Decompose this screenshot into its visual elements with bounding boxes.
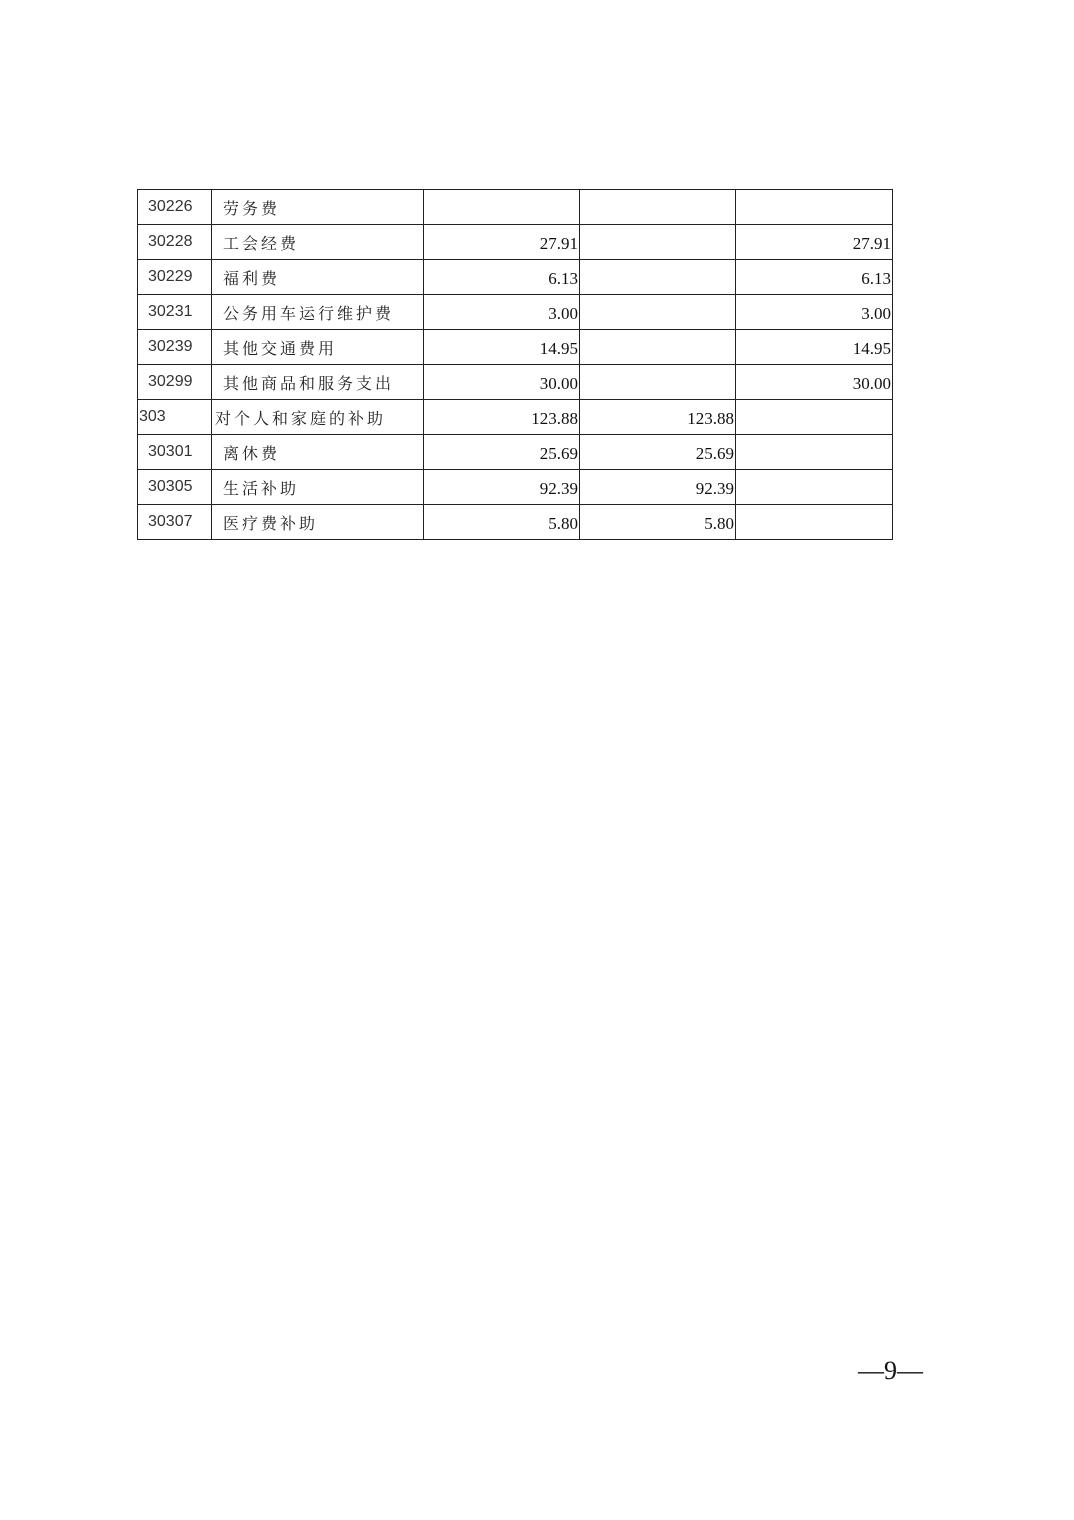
project-amount-cell: 14.95 <box>736 330 893 365</box>
total-amount-cell: 27.91 <box>424 225 580 260</box>
table-body <box>138 190 893 540</box>
subject-code-cell: 30301 <box>138 435 212 470</box>
project-amount-cell <box>736 505 893 540</box>
total-amount-cell: 30.00 <box>424 365 580 400</box>
table-row <box>138 435 893 470</box>
total-amount-cell: 5.80 <box>424 505 580 540</box>
basic-amount-cell <box>580 295 736 330</box>
total-amount-cell: 3.00 <box>424 295 580 330</box>
basic-amount-cell <box>580 260 736 295</box>
basic-amount-cell: 5.80 <box>580 505 736 540</box>
budget-expenditure-table <box>137 189 893 540</box>
basic-amount-cell <box>580 330 736 365</box>
subject-code-cell: 30299 <box>138 365 212 400</box>
subject-code-cell: 30239 <box>138 330 212 365</box>
basic-amount-cell <box>580 225 736 260</box>
subject-name-cell: 劳务费 <box>212 190 424 225</box>
total-amount-cell: 25.69 <box>424 435 580 470</box>
table-row <box>138 225 893 260</box>
subject-name-cell: 福利费 <box>212 260 424 295</box>
total-amount-cell: 6.13 <box>424 260 580 295</box>
project-amount-cell <box>736 400 893 435</box>
subject-name-cell: 其他交通费用 <box>212 330 424 365</box>
page-number: —9— <box>858 1356 923 1385</box>
subject-name-cell: 离休费 <box>212 435 424 470</box>
subject-code-cell: 30307 <box>138 505 212 540</box>
project-amount-cell: 30.00 <box>736 365 893 400</box>
table-row <box>138 295 893 330</box>
total-amount-cell: 92.39 <box>424 470 580 505</box>
project-amount-cell: 27.91 <box>736 225 893 260</box>
table-row <box>138 330 893 365</box>
subject-name-cell: 工会经费 <box>212 225 424 260</box>
subject-code-cell: 30229 <box>138 260 212 295</box>
table-row <box>138 260 893 295</box>
total-amount-cell <box>424 190 580 225</box>
project-amount-cell: 3.00 <box>736 295 893 330</box>
table-row <box>138 470 893 505</box>
project-amount-cell <box>736 435 893 470</box>
subject-name-cell: 对个人和家庭的补助 <box>212 400 424 435</box>
project-amount-cell <box>736 470 893 505</box>
subject-code-cell: 303 <box>138 400 212 435</box>
table-row <box>138 505 893 540</box>
subject-code-cell: 30231 <box>138 295 212 330</box>
subject-name-cell: 医疗费补助 <box>212 505 424 540</box>
total-amount-cell: 14.95 <box>424 330 580 365</box>
table-row <box>138 190 893 225</box>
basic-amount-cell <box>580 365 736 400</box>
basic-amount-cell <box>580 190 736 225</box>
basic-amount-cell: 123.88 <box>580 400 736 435</box>
subject-name-cell: 其他商品和服务支出 <box>212 365 424 400</box>
project-amount-cell: 6.13 <box>736 260 893 295</box>
basic-amount-cell: 92.39 <box>580 470 736 505</box>
subject-code-cell: 30305 <box>138 470 212 505</box>
project-amount-cell <box>736 190 893 225</box>
total-amount-cell: 123.88 <box>424 400 580 435</box>
subject-code-cell: 30226 <box>138 190 212 225</box>
subject-code-cell: 30228 <box>138 225 212 260</box>
subject-name-cell: 生活补助 <box>212 470 424 505</box>
table-row-category <box>138 400 893 435</box>
subject-name-cell: 公务用车运行维护费 <box>212 295 424 330</box>
basic-amount-cell: 25.69 <box>580 435 736 470</box>
table-row <box>138 365 893 400</box>
